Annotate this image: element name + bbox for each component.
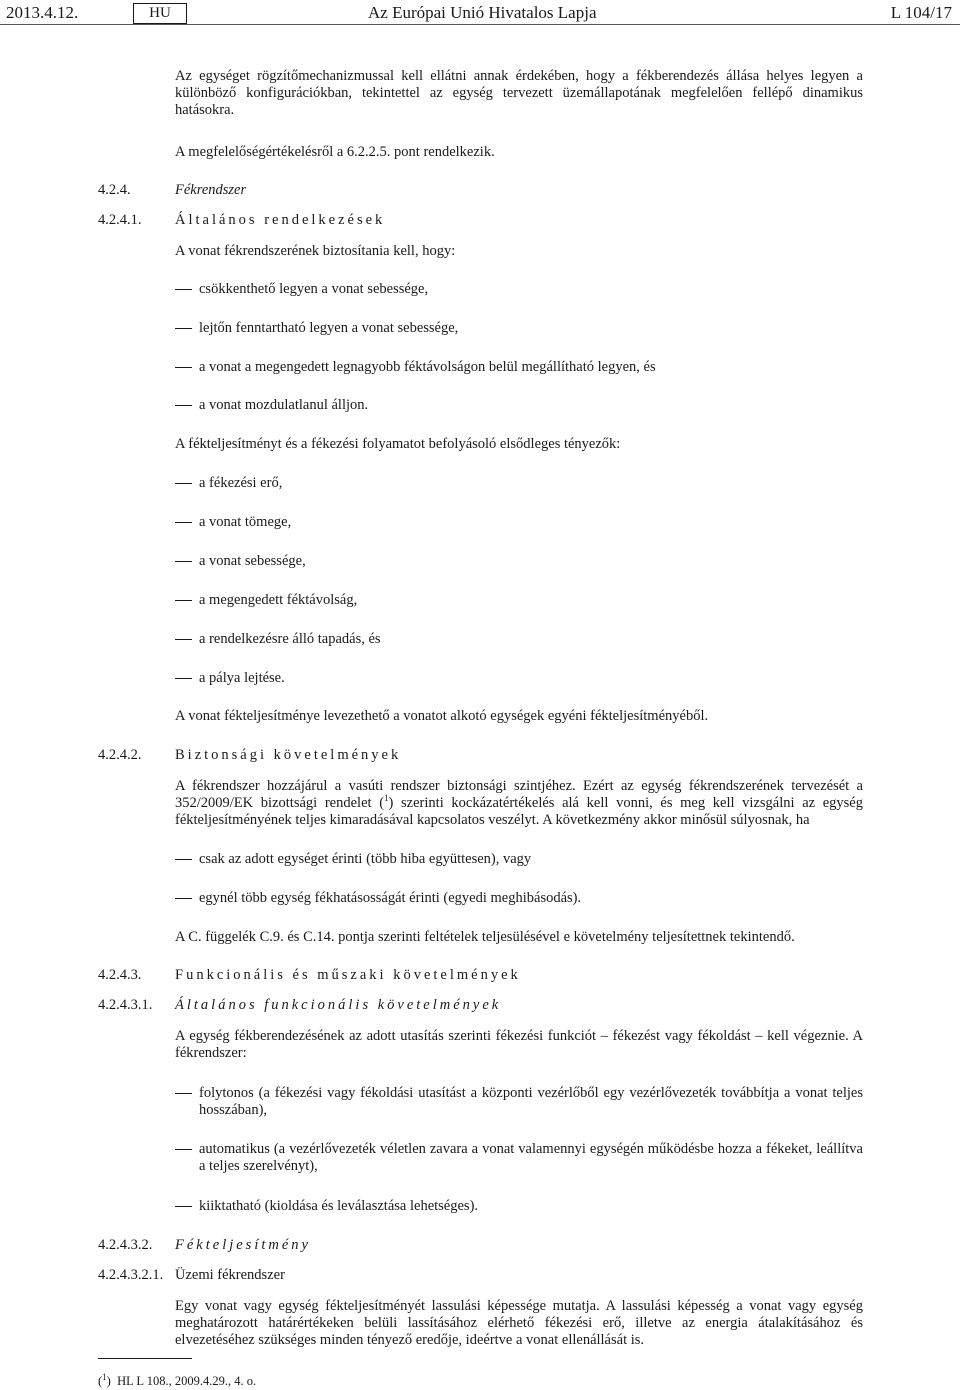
section-number: 4.2.4.3.1. (98, 997, 153, 1013)
publication-date: 2013.4.12. (6, 3, 79, 22)
dash-bullet (175, 678, 192, 679)
section-number: 4.2.4.3.2. (98, 1237, 153, 1253)
footnote: ($^1$) HL L 108., 2009.4.29., 4. o. (98, 1371, 257, 1388)
dash-bullet (175, 483, 192, 484)
section-closing: A C. függelék C.9. és C.14. pontja szerinti feltételek teljesülésével e követelmény teljesítettnek tekintendő. (175, 929, 795, 945)
journal-title: Az Európai Unió Hivatalos Lapja (368, 3, 597, 22)
dash-bullet (175, 328, 192, 329)
dash-bullet (175, 367, 192, 368)
section-number: 4.2.4.3. (98, 967, 142, 983)
dash-bullet (175, 289, 192, 290)
section-number: 4.2.4.1. (98, 212, 142, 228)
section-paragraph: Egy vonat vagy egység fékteljesítményét lassulási képessége mutatja. A lassulási képesség a vonat vagy egység meghatározott határértékeken belüli lassításához elérhető fékezési erő, illetve az energia átalakításához és elvezetéséhez szükséges minden tényező eredője, ideértve a vonat ellenállását is. (175, 1298, 863, 1348)
section-lead: A egység fékberendezésének az adott utasítás szerinti fékezési funkciót – fékezést vagy fékoldást – kell végeznie. A fékrendszer: (175, 1028, 863, 1061)
section-closing: A vonat fékteljesítménye levezethető a vonatot alkotó egységek egyéni fékteljesítményéből. (175, 708, 709, 724)
section-number: 4.2.4.2. (98, 747, 142, 763)
dash-bullet (175, 522, 192, 523)
footnote-mark: 1 (102, 1371, 107, 1382)
intro-paragraph: Az egységet rögzítőmechanizmussal kell ellátni annak érdekében, hogy a fékberendezés állása helyes legyen a különböző konfigurációkban, tekintettel az egység tervezett üzemállapotának megfelelően fellépő dinamikus hatásokra. (175, 68, 863, 118)
section-title: Fékrendszer (175, 182, 247, 198)
dash-bullet (175, 1093, 192, 1094)
footnote-reference: 1 (384, 793, 389, 804)
section-number: 4.2.4. (98, 182, 131, 198)
dash-bullet (175, 898, 192, 899)
section-paragraph: A fékrendszer hozzájárul a vasúti rendszer biztonsági szintjéhez. Ezért az egység fékrendszerének tervezését a 352/2009/EK bizottsági rendelet ($^1$) szerinti kockázatértékelés alá kell vonni, és meg kell vizsgálni az egység fékteljesítményének teljes kimaradásával kapcsolatos veszélyt. A következmény akkor minősül súlyosnak, ha (175, 778, 863, 828)
dash-bullet (175, 639, 192, 640)
footnote-divider (98, 1358, 192, 1359)
dash-bullet (175, 1206, 192, 1207)
section-title: Funkcionális és műszaki követelmények (175, 967, 521, 983)
section-title: Üzemi fékrendszer (175, 1267, 285, 1283)
intro-reference: A megfelelőségértékelésről a 6.2.2.5. pont rendelkezik. (175, 144, 495, 160)
header-divider (0, 24, 960, 25)
dash-bullet (175, 1149, 192, 1150)
section-number: 4.2.4.3.2.1. (98, 1267, 164, 1283)
page-number: L 104/17 (890, 3, 952, 22)
section-title: Általános rendelkezések (175, 212, 386, 228)
section-lead: A vonat fékrendszerének biztosítania kell, hogy: (175, 243, 456, 259)
page-header (0, 3, 960, 23)
section-lead: A fékteljesítményt és a fékezési folyamatot befolyásoló elsődleges tényezők: (175, 436, 621, 452)
language-badge: HU (133, 3, 187, 24)
section-title: Fékteljesítmény (175, 1237, 311, 1253)
dash-bullet (175, 859, 192, 860)
section-title: Biztonsági követelmények (175, 747, 402, 763)
dash-bullet (175, 405, 192, 406)
section-title: Általános funkcionális követelmények (175, 997, 502, 1013)
dash-bullet (175, 600, 192, 601)
dash-bullet (175, 561, 192, 562)
